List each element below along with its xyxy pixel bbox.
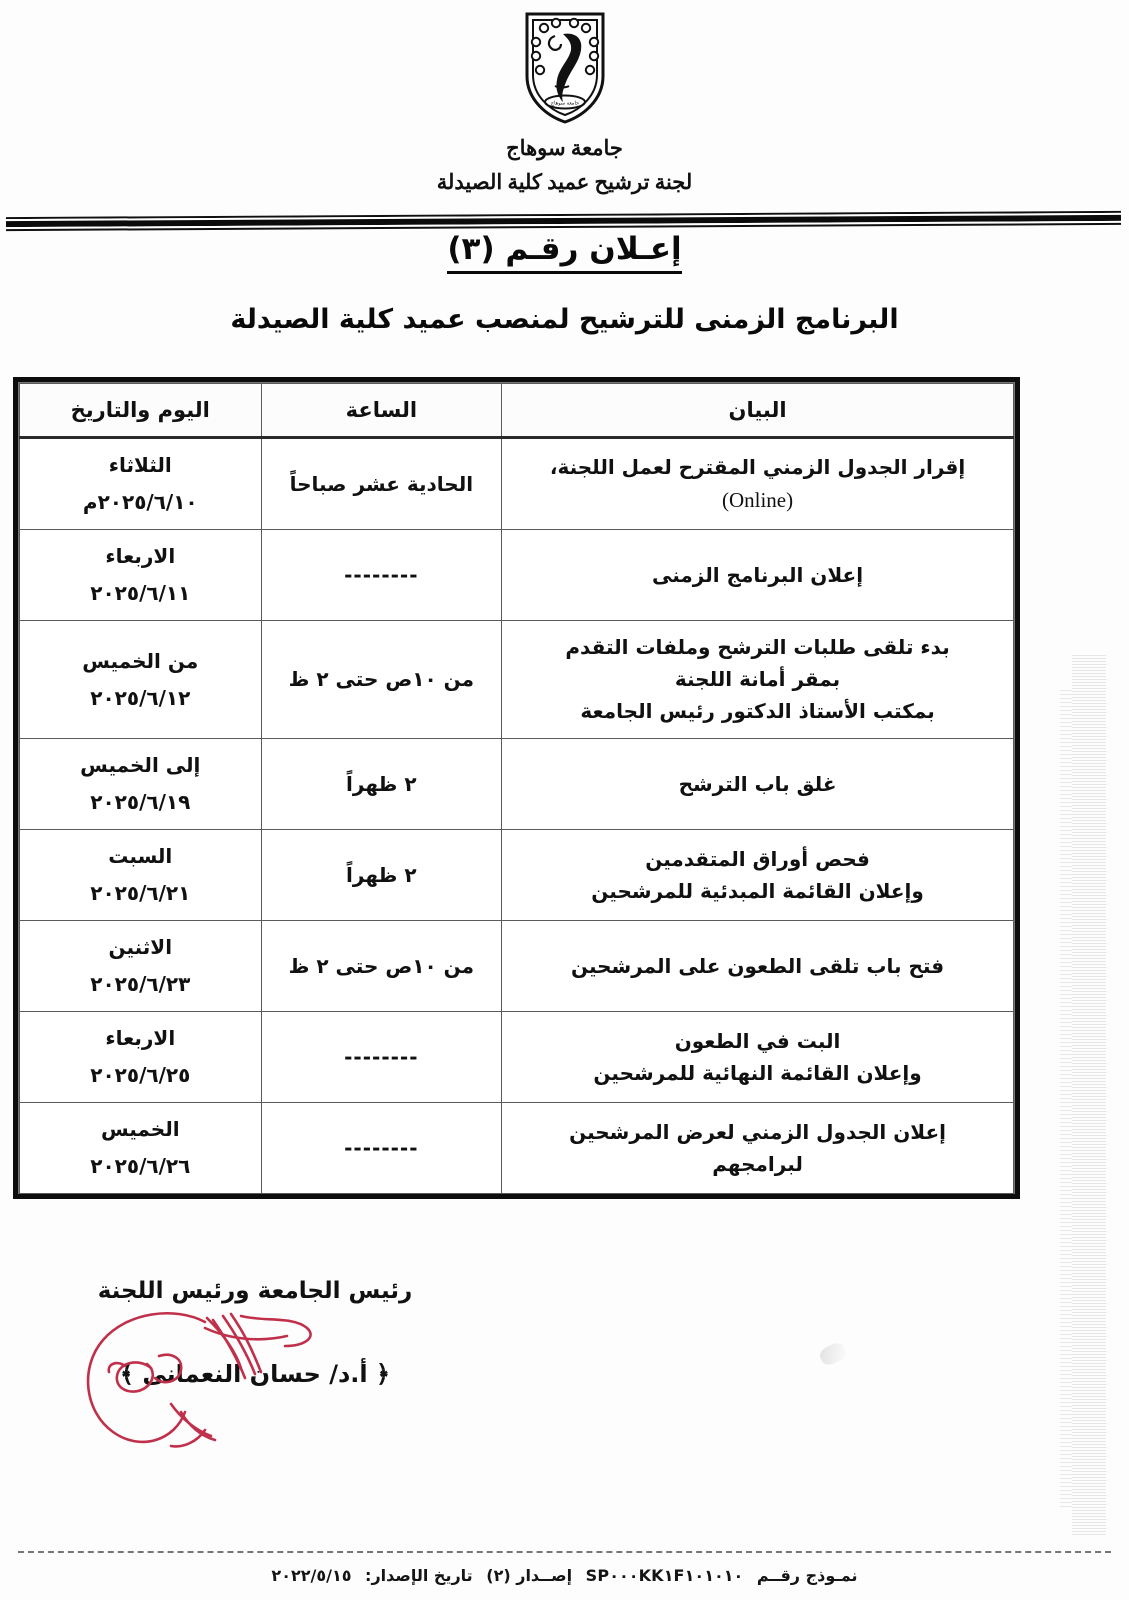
- cell-date: [20, 921, 262, 1012]
- cell-time: ٢ ظهراً: [261, 830, 502, 921]
- footer-edition: إصــدار (٢): [486, 1566, 573, 1585]
- cell-date: [20, 739, 262, 830]
- footer-issue-date-label: تاريخ الإصدار:: [365, 1566, 473, 1585]
- detail-line: بمكتب الأستاذ الدكتور رئيس الجامعة: [580, 699, 935, 723]
- footer-form-info: [0, 1566, 1129, 1585]
- cell-detail: [502, 530, 1014, 621]
- date-value: ٢٠٢٥/٦/١٠م: [82, 490, 198, 514]
- date-day: الثلاثاء: [108, 453, 172, 477]
- table-row: [20, 438, 1014, 530]
- cell-detail: [502, 830, 1014, 921]
- table-head: [20, 384, 1014, 438]
- cell-date: [20, 438, 262, 530]
- signature-block: [45, 1278, 465, 1388]
- detail-line: وإعلان القائمة المبدئية للمرشحين: [591, 878, 924, 903]
- signatory-title: رئيس الجامعة ورئيس اللجنة: [97, 1278, 413, 1304]
- detail-line: (Online): [721, 487, 794, 512]
- cell-date: [20, 1103, 262, 1194]
- footer-issue-date: ٢٠٢٢/٥/١٥: [271, 1566, 352, 1585]
- detail-line: غلق باب الترشح: [678, 771, 837, 796]
- table-row: [20, 1012, 1014, 1103]
- cell-detail: [502, 1012, 1014, 1103]
- date-value: ٢٠٢٥/٦/١١: [90, 581, 191, 605]
- table-row: [20, 830, 1014, 921]
- column-header-date: اليوم والتاريخ: [20, 384, 262, 438]
- announcement-title: إعـلان رقـم (٣): [447, 231, 681, 274]
- cell-time: من ١٠ص حتى ٢ ظ: [261, 621, 502, 739]
- table-row: [20, 621, 1014, 739]
- date-day: إلى الخميس: [80, 753, 201, 777]
- footer-form-label: نمـوذج رقــم: [756, 1566, 858, 1585]
- cell-time: الحادية عشر صباحاً: [261, 438, 502, 530]
- column-header-time: الساعة: [261, 384, 502, 438]
- table-header-row: [20, 384, 1014, 438]
- table-row: [20, 530, 1014, 621]
- cell-time: من ١٠ص حتى ٢ ظ: [261, 921, 502, 1012]
- detail-line: فتح باب تلقى الطعون على المرشحين: [570, 953, 945, 978]
- table-body: [20, 438, 1014, 1194]
- table-row: [20, 739, 1014, 830]
- header-divider: [6, 211, 1121, 231]
- scan-edge-artifact: [1072, 655, 1106, 1535]
- schedule-table-frame: [13, 377, 1020, 1199]
- cell-detail: [502, 438, 1014, 530]
- detail-line: إعلان الجدول الزمني لعرض المرشحين: [569, 1119, 947, 1144]
- cell-date: [20, 1012, 262, 1103]
- detail-line: بمقر أمانة اللجنة: [674, 667, 841, 691]
- detail-line: وإعلان القائمة النهائية للمرشحين: [593, 1060, 922, 1085]
- footer-divider: [18, 1551, 1111, 1553]
- date-day: الخميس: [100, 1117, 180, 1141]
- announcement-subtitle: البرنامج الزمنى للترشيح لمنصب عميد كلية الصيدلة: [230, 304, 899, 335]
- cell-time: --------: [261, 530, 502, 621]
- table-row: [20, 1103, 1014, 1194]
- column-header-detail: البيان: [502, 384, 1014, 438]
- svg-text:جامعة سوهاج: جامعة سوهاج: [550, 100, 579, 107]
- cell-time: --------: [261, 1103, 502, 1194]
- date-day: الاربعاء: [105, 544, 176, 568]
- date-value: ٢٠٢٥/٦/٢٦: [90, 1154, 191, 1178]
- date-value: ٢٠٢٥/٦/٢٣: [90, 972, 191, 996]
- detail-line: فحص أوراق المتقدمين: [645, 846, 870, 871]
- announcement-title-block: [0, 231, 1129, 274]
- cell-date: [20, 621, 262, 739]
- detail-line: بدء تلقى طلبات الترشح وملفات التقدم: [565, 635, 950, 659]
- table-row: [20, 921, 1014, 1012]
- cell-detail: [502, 621, 1014, 739]
- detail-line: إعلان البرنامج الزمنى: [652, 562, 864, 587]
- schedule-table: [19, 383, 1014, 1194]
- committee-name: لجنة ترشيح عميد كلية الصيدلة: [436, 170, 693, 194]
- date-value: ٢٠٢٥/٦/٢١: [90, 881, 191, 905]
- cell-detail: [502, 921, 1014, 1012]
- university-name: جامعة سوهاج: [506, 136, 623, 160]
- detail-line: إقرار الجدول الزمني المقترح لعمل اللجنة،: [549, 454, 966, 479]
- signatory-name: ﴿ أ.د/ حسان النعمانى ﴾: [119, 1360, 391, 1388]
- cell-detail: [502, 739, 1014, 830]
- university-shield-crest-icon: [519, 8, 611, 126]
- date-value: ٢٠٢٥/٦/٢٥: [90, 1063, 191, 1087]
- date-value: ٢٠٢٥/٦/١٢: [90, 685, 191, 710]
- cell-time: ٢ ظهراً: [261, 739, 502, 830]
- footer-form-number: SP۰۰۰KK۱F۱۰۱۰۱۰: [585, 1566, 744, 1585]
- cell-date: [20, 530, 262, 621]
- crest-container: [0, 8, 1129, 130]
- scan-smudge: [817, 1340, 848, 1367]
- schedule-table-inner-border: [18, 382, 1015, 1194]
- date-day: الاربعاء: [105, 1026, 176, 1050]
- date-value: ٢٠٢٥/٦/١٩: [90, 790, 191, 814]
- date-day: من الخميس: [82, 648, 199, 673]
- date-day: الاثنين: [108, 935, 173, 959]
- detail-line: البت في الطعون: [674, 1028, 841, 1053]
- detail-line: لبرامجهم: [712, 1151, 803, 1176]
- cell-detail: [502, 1103, 1014, 1194]
- cell-time: --------: [261, 1012, 502, 1103]
- scan-edge-artifact-secondary: [1060, 690, 1072, 1510]
- date-day: السبت: [108, 844, 173, 868]
- document-header: [0, 0, 1129, 195]
- cell-date: [20, 830, 262, 921]
